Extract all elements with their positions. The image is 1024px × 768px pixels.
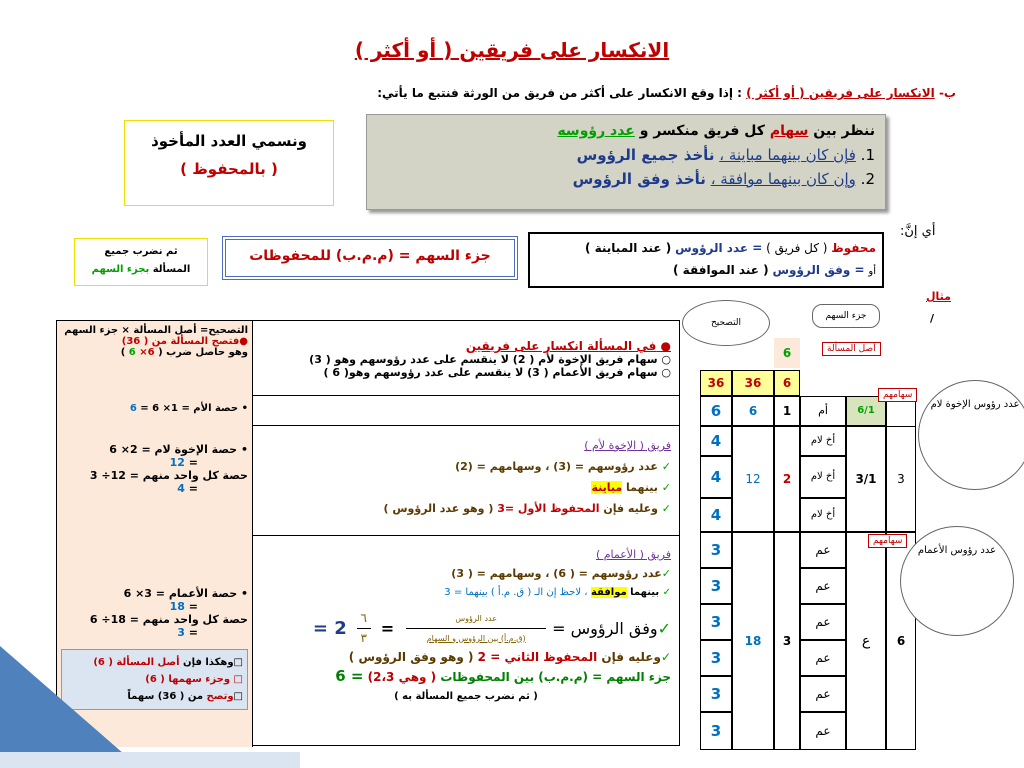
cell-heading: فريق ( الأعمام ) bbox=[595, 548, 671, 561]
fraction-den: ٣ bbox=[360, 630, 367, 645]
cell-text: 6 bbox=[129, 403, 137, 414]
fraction-result: 2 = bbox=[312, 617, 347, 639]
cell-text: حصة الأم = 1× 6 = bbox=[140, 403, 239, 414]
cell-text: ، لاحظ إن الـ ( ق. م.أ ) بينهما = 3 bbox=[444, 587, 588, 598]
table-cell: 6/1 bbox=[846, 396, 886, 426]
rule-case1: فإن كان بينهما مباينة ، bbox=[719, 146, 856, 164]
cell-text: = bbox=[188, 456, 198, 469]
juz-box: جزء السهم = (م.م.ب) للمحفوظات bbox=[222, 236, 518, 280]
mahfooz-line2: ( بالمحفوظ ) bbox=[180, 160, 278, 178]
table-cell: 36 bbox=[732, 370, 774, 396]
fraction-row: ✓ وفق الرؤوس = عدد الرؤوس (ق.م.أ) بين الرؤوس و السهام = ٦ ٣ 2 = bbox=[261, 608, 671, 648]
cell-text: 18 bbox=[169, 600, 185, 613]
rule-text: ننظر بين bbox=[813, 123, 875, 139]
cell-text: ●فتصح المسألة من ( 36) bbox=[121, 336, 248, 347]
cell-text: جزء السهم = (م.م.ب) بين المحفوظات bbox=[440, 670, 671, 684]
cell-text: وتصح bbox=[206, 691, 234, 702]
table-cell: فريق ( الأعمام ) ✓عدد رؤوسهم = ( 6) ، وسهامهم = ( 3) ✓ بينهما موافقة ، لاحظ إن الـ ( ق. م.أ ) بينهما = 3 ✓ وفق الرؤوس = عدد الرؤوس (ق.م.أ) بين الرؤوس و السهام = ٦ ٣ 2 = ✓وعليه فإن المحفوظ الثاني = 2 ( وهو وفق الرؤوس ) جزء السهم = (م.م.ب) بين المحفوظات ( وهي 2،3) = 6 ( ثم نضرب جميع المسألة به ) bbox=[253, 535, 679, 747]
subheading-prefix: ب- bbox=[938, 86, 956, 100]
fraction bbox=[406, 609, 546, 648]
def-heads: = عدد الرؤوس bbox=[675, 241, 763, 255]
cell-heading: فريق ( الإخوة لأم ) bbox=[584, 439, 671, 452]
table-cell: ● في المسألة انكسار على فريقين ○ سهام فريق الإخوة لأم ( 2) لا ينقسم على عدد رؤوسهم وهو ( 3) ○ سهام فريق الأعمام ( 3) لا ينقسم على عدد رؤوسهم وهو( 6 ) bbox=[309, 339, 671, 379]
cell-text: المحفوظ الثاني = 2 bbox=[477, 650, 598, 664]
table-row bbox=[57, 395, 679, 426]
table-cell: 4 bbox=[700, 456, 732, 498]
table-cell: فريق ( الإخوة لأم ) ✓ عدد رؤوسهم = (3) ، وسهامهم = (2) ✓ بينهما مباينة ✓ وعليه فإن المحفوظ الأول =3 ( وهو عدد الرؤوس ) bbox=[253, 425, 679, 535]
table-cell: أخ لام bbox=[800, 456, 846, 498]
cell-text: = bbox=[188, 482, 198, 495]
definition-box bbox=[528, 232, 884, 288]
multiply-juz: بجزء السهم bbox=[91, 264, 150, 275]
def-wafq: = وفق الرؤوس bbox=[772, 263, 865, 277]
table-cell: 12 bbox=[732, 426, 774, 532]
table-cell: 4 bbox=[700, 426, 732, 456]
table-cell: 4 bbox=[700, 498, 732, 532]
heads-callout-uncles: عدد رؤوس الأعمام bbox=[900, 526, 1014, 636]
rule-box bbox=[366, 114, 886, 210]
rule-text: كل فريق منكسر و bbox=[639, 123, 765, 139]
table-cell: 6 bbox=[700, 396, 732, 426]
cell-text: 3 bbox=[177, 626, 185, 639]
def-case: ( عند المباينة ) bbox=[584, 241, 672, 255]
fraction-den: (ق.م.أ) بين الرؤوس و السهام bbox=[426, 633, 526, 643]
cell-text: وجزء سهمها ( 6) bbox=[145, 674, 231, 685]
cell-text: 6× bbox=[139, 347, 155, 358]
fraction-num: ٦ bbox=[360, 610, 367, 625]
cell-text: 12 bbox=[169, 456, 185, 469]
table-cell: 3 bbox=[700, 676, 732, 712]
def-mahfooz: محفوظ bbox=[831, 241, 876, 255]
juz-callout: جزء السهم bbox=[812, 304, 880, 328]
table-cell: عم bbox=[800, 640, 846, 676]
def-text: ( كل فريق ) bbox=[766, 241, 828, 255]
rule-result2: نأخذ وفق الرؤوس bbox=[572, 170, 706, 188]
table-cell: 1 bbox=[774, 396, 800, 426]
mahfooz-line1: ونسمي العدد المأخوذ bbox=[151, 132, 307, 150]
cell-text: وهو حاصل ضرب ( bbox=[158, 347, 248, 358]
cell-heading: في المسألة انكسار على فريقين bbox=[465, 339, 657, 353]
subheading bbox=[377, 86, 956, 100]
summary-box: □وهكذا فإن أصل المسألة ( 6) □ وجزء سهمها ( 6) □وتصح من ( 36) سهماً bbox=[61, 649, 248, 710]
table-cell: • حصة الأعمام = 3× 6 = 18 حصة كل واحد منهم = 18÷ 6 = 3 □وهكذا فإن أصل المسألة ( 6) □ وجزء سهمها ( 6) □وتصح من ( 36) سهماً bbox=[57, 535, 253, 747]
multiply-line1: ثم نضرب جميع bbox=[104, 246, 178, 257]
cell-text: وهكذا فإن bbox=[183, 657, 234, 668]
example-label: مثال bbox=[926, 290, 951, 303]
mahfooz-box bbox=[124, 120, 334, 206]
cell-text: 6 bbox=[128, 347, 136, 358]
table-row bbox=[57, 321, 679, 396]
cell-text: بينهما bbox=[626, 481, 658, 494]
fraction-num: عدد الرؤوس bbox=[455, 613, 497, 623]
def-or: أو bbox=[868, 266, 876, 277]
table-cell: أخ لام bbox=[800, 498, 846, 532]
table-row bbox=[57, 535, 679, 747]
cell-text: المحفوظ الأول =3 bbox=[497, 502, 600, 515]
table-cell: 6 bbox=[774, 338, 800, 368]
table-cell: عم bbox=[800, 604, 846, 640]
table-cell: 3 bbox=[700, 640, 732, 676]
fraction-label: وفق الرؤوس = bbox=[552, 618, 658, 638]
page-title: الانكسار على فريقين ( أو أكثر ) bbox=[354, 38, 670, 62]
explanation-table bbox=[56, 320, 680, 746]
table-cell: • حصة الأم = 1× 6 = 6 bbox=[57, 395, 253, 425]
table-cell: 6 bbox=[774, 370, 800, 396]
fraction-eq: = bbox=[380, 618, 395, 638]
table-cell: 3 bbox=[700, 604, 732, 640]
cell-text: بينهما bbox=[630, 587, 660, 598]
table-cell: عم bbox=[800, 568, 846, 604]
table-cell bbox=[57, 321, 253, 395]
table-cell: 3 bbox=[774, 532, 800, 750]
example-slash: / bbox=[930, 312, 935, 325]
subheading-text: : إذا وقع الانكسار على أكثر من فريق من الورثة فنتبع ما يأتي: bbox=[377, 86, 742, 100]
subheading-label: الانكسار على فريقين ( أو أكثر ) bbox=[746, 86, 935, 100]
rule-heads: عدد رؤوسه bbox=[557, 123, 635, 139]
cell-text: عدد رؤوسهم = ( 6) ، وسهامهم = ( 3) bbox=[451, 567, 662, 580]
cell-text: ( وهي 2،3) bbox=[367, 670, 437, 684]
table-cell: 3/1 bbox=[846, 426, 886, 532]
footer-bar bbox=[0, 752, 300, 768]
table-cell: أم bbox=[800, 396, 846, 426]
table-cell: ع bbox=[846, 532, 886, 750]
cell-text: أصل المسألة ( 6) bbox=[93, 657, 180, 668]
cell-text: ( وهو وفق الرؤوس ) bbox=[348, 650, 474, 664]
table-cell: 3 bbox=[700, 568, 732, 604]
sihamuhum-tag-2: سهامهم bbox=[868, 534, 907, 548]
table-cell: عم bbox=[800, 712, 846, 750]
cell-text: حصة كل واحد منهم = 18÷ 6 bbox=[89, 613, 248, 626]
cell-text: من ( 36) سهماً bbox=[127, 691, 204, 702]
table-row bbox=[57, 425, 679, 536]
cell-text: وعليه فإن bbox=[601, 650, 661, 664]
cell-text: عدد رؤوسهم = (3) ، وسهامهم = (2) bbox=[455, 460, 658, 473]
table-cell: 18 bbox=[732, 532, 774, 750]
table-cell: 6 bbox=[886, 532, 916, 750]
multiply-text: المسألة bbox=[152, 264, 191, 275]
cell-text: حصة الأعمام = 3× 6 bbox=[123, 587, 238, 600]
heads-callout-brothers: عدد رؤوس الإخوة لام bbox=[918, 380, 1024, 490]
corner-decoration bbox=[0, 646, 140, 768]
cell-text: سهام فريق الأعمام ( 3) لا ينقسم على عدد رؤوسهم وهو( 6 ) bbox=[323, 366, 658, 379]
rule-num: 1. bbox=[860, 146, 875, 164]
table-cell: عم bbox=[800, 532, 846, 568]
cell-text: حصة الإخوة لام = 2× 6 bbox=[109, 443, 238, 456]
table-cell: • حصة الإخوة لام = 2× 6 = 12 حصة كل واحد منهم = 12÷ 3 = 4 bbox=[57, 425, 253, 535]
cell-text: وعليه فإن bbox=[603, 502, 658, 515]
table-cell: 2 bbox=[774, 426, 800, 532]
cell-text: حصة كل واحد منهم = 12÷ 3 bbox=[89, 469, 248, 482]
fraction2 bbox=[357, 609, 371, 648]
table-cell: 3 bbox=[700, 712, 732, 750]
rule-siham: سهام bbox=[769, 123, 809, 139]
cell-text: ) bbox=[120, 347, 126, 358]
cell-text: ( وهو عدد الرؤوس ) bbox=[383, 502, 494, 515]
cell-text: التصحيح= أصل المسألة × جزء السهم bbox=[64, 325, 248, 336]
cell-text: 4 bbox=[177, 482, 185, 495]
table-cell: 36 bbox=[700, 370, 732, 396]
cell-text: = 6 bbox=[335, 667, 364, 685]
cell-text: = bbox=[188, 600, 198, 613]
ay-label: أي إنَّ: bbox=[900, 224, 936, 239]
rule-result1: نأخذ جميع الرؤوس bbox=[576, 146, 715, 164]
cell-text: موافقة bbox=[590, 587, 627, 598]
table-cell: 6 bbox=[732, 396, 774, 426]
table-cell: أخ لام bbox=[800, 426, 846, 456]
rule-num: 2. bbox=[860, 170, 875, 188]
cell-text: ( ثم نضرب جميع المسألة به ) bbox=[394, 691, 538, 702]
table-cell: عم bbox=[800, 676, 846, 712]
cell-text: = bbox=[188, 626, 198, 639]
multiply-box bbox=[74, 238, 208, 286]
table-cell: 3 bbox=[886, 426, 916, 532]
asl-callout: أصل المسألة bbox=[822, 342, 881, 356]
sihamuhum-tag-1: سهامهم bbox=[878, 388, 917, 402]
cell-text: مباينة bbox=[591, 481, 623, 494]
def-case: ( عند الموافقة ) bbox=[673, 263, 769, 277]
rule-case2: وإن كان بينهما موافقة ، bbox=[710, 170, 856, 188]
cell-text: سهام فريق الإخوة لأم ( 2) لا ينقسم على عدد رؤوسهم وهو ( 3) bbox=[309, 353, 658, 366]
table-cell: 3 bbox=[700, 532, 732, 568]
tashih-callout: التصحيح bbox=[682, 300, 770, 346]
